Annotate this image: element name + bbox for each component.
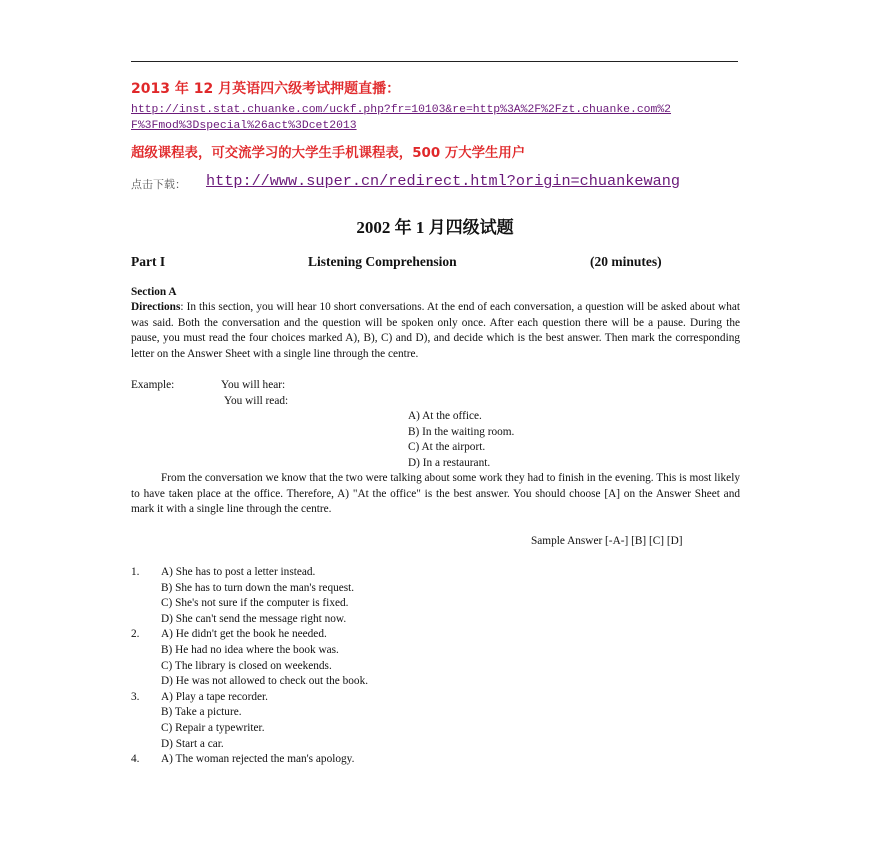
- directions-label: Directions: [131, 301, 181, 313]
- question-option: D) She can't send the message right now.: [161, 613, 347, 625]
- directions-text: : In this section, you will hear 10 short conversations. At the end of each conversation, a question will be asked about what was said. Both the conversation and the question will be spoken only once. After each question there will be a pause. During the pause, you must read the four choices marked A), B), C) and D), and decide which is the best answer. Then mark the corresponding letter on the Answer Sheet with a single line through the centre.: [131, 301, 740, 360]
- question-number: 3.: [131, 691, 140, 703]
- question-option: D) Start a car.: [161, 738, 224, 750]
- example-option: A) At the office.: [408, 410, 482, 422]
- download-label: 点击下载：: [131, 178, 186, 191]
- example-option: C) At the airport.: [408, 441, 486, 453]
- promo-link-line1[interactable]: http://inst.stat.chuanke.com/uckf.php?fr=10103&re=http%3A%2F%2Fzt.chuanke.com%2: [131, 104, 672, 116]
- part-time: (20 minutes): [590, 254, 662, 269]
- question-option: C) She's not sure if the computer is fixed.: [161, 597, 349, 609]
- question-option: B) She has to turn down the man's request.: [161, 582, 355, 594]
- promo-link-line2[interactable]: F%3Fmod%3Dspecial%26act%3Dcet2013: [131, 120, 357, 132]
- question-option: C) Repair a typewriter.: [161, 722, 265, 734]
- question-number: 1.: [131, 566, 140, 578]
- question-option: B) Take a picture.: [161, 706, 242, 718]
- explanation-paragraph: From the conversation we know that the two were talking about some work they had to finish in the evening. This is most likely to have taken place at the office. Therefore, A) "At the office" is the best answer. You should choose [A] on the Answer Sheet and mark it with a single line through the centre.: [131, 472, 740, 516]
- you-will-hear: You will hear:: [221, 379, 286, 391]
- question-option: A) The woman rejected the man's apology.: [161, 753, 355, 765]
- question-option: A) She has to post a letter instead.: [161, 566, 316, 578]
- question-option: D) He was not allowed to check out the book.: [161, 675, 369, 687]
- question-number: 4.: [131, 753, 140, 765]
- sample-answer: Sample Answer [-A-] [B] [C] [D]: [531, 535, 683, 547]
- question-option: A) Play a tape recorder.: [161, 691, 268, 703]
- promo-tagline: 超级课程表，可交流学习的大学生手机课程表，500 万大学生用户: [131, 146, 526, 161]
- section-heading: Section A: [131, 286, 177, 298]
- promo-title: 2013 年 12 月英语四六级考试押题直播：: [131, 81, 401, 97]
- example-option: D) In a restaurant.: [408, 457, 491, 469]
- question-option: C) The library is closed on weekends.: [161, 660, 332, 672]
- directions-paragraph: [131, 300, 740, 362]
- part-name: Listening Comprehension: [308, 254, 457, 269]
- download-link[interactable]: http://www.super.cn/redirect.html?origin=chuankewang: [206, 172, 680, 190]
- top-divider: [131, 61, 738, 62]
- example-option: B) In the waiting room.: [408, 426, 515, 438]
- example-label: Example:: [131, 379, 175, 391]
- question-number: 2.: [131, 628, 140, 640]
- question-option: A) He didn't get the book he needed.: [161, 628, 327, 640]
- part-label: Part I: [131, 254, 166, 269]
- question-option: B) He had no idea where the book was.: [161, 644, 339, 656]
- you-will-read: You will read:: [224, 395, 289, 407]
- exam-title: 2002 年 1 月四级试题: [356, 218, 514, 237]
